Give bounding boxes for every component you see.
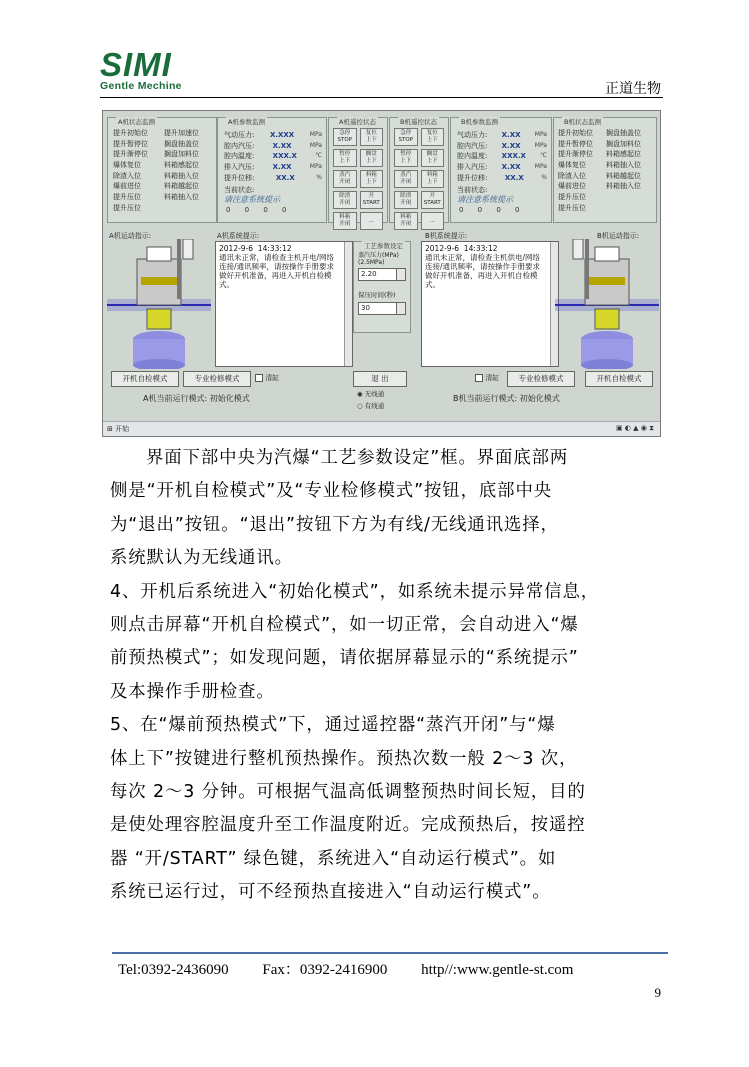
b-state-value: 请注意系统提示: [457, 195, 513, 204]
b-control-panel: [389, 117, 449, 227]
b-status-col2-item: 料箱越起位: [606, 171, 641, 180]
wired-label: 有线通: [364, 402, 385, 410]
time-input[interactable]: 30: [358, 302, 398, 315]
body-line: 界面下部中央为汽爆“工艺参数设定”框。界面底部两: [146, 448, 569, 468]
b-control-buttons: [394, 128, 444, 230]
b-status-col1-item: 爆前进位: [558, 182, 586, 191]
a-status-title: A机状态监测: [118, 118, 155, 126]
a-control-button[interactable]: 开 START: [360, 191, 384, 209]
b-control-button[interactable]: 蒸汽 开闭: [394, 170, 418, 188]
b-msg-title: B机系统提示:: [425, 232, 468, 240]
b-control-button[interactable]: 料箱 开闭: [394, 212, 418, 230]
b-params-row: [457, 141, 547, 152]
param-value: X.XX: [501, 163, 521, 172]
param-unit: MPa: [309, 131, 322, 138]
a-params-list: [224, 130, 322, 183]
page-number: 9: [654, 985, 661, 1000]
param-label: 气动压力:: [457, 131, 488, 139]
param-label: 腔内温度:: [457, 152, 488, 161]
a-msg-scrollbar[interactable]: [344, 242, 352, 366]
b-control-button[interactable]: ...: [421, 212, 445, 230]
param-value: XX.X: [504, 173, 524, 182]
b-maintenance-button[interactable]: 专业检修模式: [507, 371, 575, 387]
b-msg-text: 2012-9-6 14:33:12 通讯未正常，请检查主机供电/网络连接/通讯频率，请按操作手册要求做好开机准备，再进入开机自检模式。: [425, 244, 541, 289]
a-control-button[interactable]: 料箱 开闭: [333, 212, 357, 230]
param-unit: %: [316, 173, 322, 181]
a-msg-box: [215, 241, 353, 367]
body-line: 系统已运行过，可不经预热直接进入“自动运行模式”。: [110, 882, 551, 903]
a-status-col1-item: 提升压位: [113, 203, 141, 212]
a-status-col1-item: 提升渐停位: [113, 150, 148, 159]
b-state-label: 当前状态:: [457, 186, 488, 194]
b-clear-label: 清缸: [485, 374, 500, 382]
b-params-row: [457, 173, 547, 184]
b-clear-checkbox[interactable]: [475, 373, 499, 383]
b-mode-text: B机当前运行模式: 初始化模式: [453, 394, 560, 403]
start-button[interactable]: ⊞ 开始: [107, 425, 130, 433]
b-control-button[interactable]: 复位 上下: [421, 128, 445, 146]
b-status-title: B机状态监测: [564, 118, 601, 126]
a-params-row: [224, 173, 322, 184]
a-status-col2-item: 搁盘抽盖位: [164, 139, 199, 148]
b-status-col1-item: 爆体复位: [558, 161, 586, 170]
b-self-check-button[interactable]: 开机自检模式: [585, 371, 653, 387]
a-status-col1-item: 提升初始位: [113, 129, 148, 137]
param-value: X.XX: [272, 141, 292, 150]
footer-divider: [112, 952, 668, 954]
a-clear-checkbox[interactable]: [255, 373, 279, 383]
b-status-panel: [553, 117, 657, 223]
a-control-button[interactable]: 料箱 上下: [360, 170, 384, 188]
a-status-col1-item: 除渣入位: [113, 171, 141, 180]
b-control-title: B机遥控状态: [400, 118, 437, 126]
a-status-col2: [164, 128, 214, 203]
b-control-button[interactable]: 暂停 上下: [394, 149, 418, 167]
b-control-button[interactable]: 开 START: [421, 191, 445, 209]
param-value: X.XXX: [269, 131, 295, 139]
b-status-col2-item: 搁盘加料位: [606, 139, 641, 148]
a-params-panel: [217, 117, 327, 223]
process-panel: [353, 241, 411, 333]
b-status-col2-item: 料箱抽入位: [606, 182, 641, 191]
param-value: X.XX: [501, 131, 521, 139]
b-status-col2-item: 料箱抽入位: [606, 161, 641, 170]
a-status-panel: [107, 117, 217, 223]
b-zeros: 0 0 0 0: [459, 206, 526, 214]
param-unit: MPa: [534, 141, 547, 149]
a-status-col1-item: 提升暂停位: [113, 139, 148, 148]
a-clear-label: 清缸: [265, 374, 280, 382]
logo-mark: SIMI: [100, 46, 172, 83]
body-line: 4、开机后系统进入“初始化模式”，如系统未提示异常信息，: [110, 581, 600, 602]
body-line: 为“退出”按钮。“退出”按钮下方为有线/无线通讯选择，: [110, 514, 559, 535]
param-value: X.XX: [272, 163, 292, 172]
param-value: XXX.X: [272, 152, 297, 161]
company-name: 正道生物: [605, 81, 661, 97]
a-status-col2-item: 料箱感起位: [164, 161, 199, 170]
param-value: XX.X: [275, 173, 295, 182]
a-status-col2-item: 料箱抽入位: [164, 171, 199, 180]
b-status-col1-item: 提升压位: [558, 193, 586, 202]
param-label: 腔内温度:: [224, 152, 255, 161]
a-status-col2-item: 料箱抽入位: [164, 193, 199, 202]
b-msg-box: [421, 241, 559, 367]
b-params-list: [457, 130, 547, 183]
b-status-col1: [558, 128, 604, 214]
footer-tel: Tel:0392-2436090: [118, 962, 229, 978]
a-zeros: 0 0 0 0: [226, 206, 293, 214]
a-params-title: A机参数监测: [228, 118, 265, 126]
a-state-label: 当前状态:: [224, 186, 255, 194]
a-machine-diagram: [107, 239, 211, 369]
body-line: 及本操作手册检查。: [110, 681, 275, 702]
a-anim-title: A机运动指示:: [109, 232, 152, 240]
footer-fax: Fax：0392-2416900: [262, 962, 388, 978]
a-control-button[interactable]: ...: [360, 212, 384, 230]
pressure-spinner[interactable]: [396, 268, 406, 281]
wireless-label: 无线通: [364, 390, 385, 398]
param-unit: MPa: [534, 163, 547, 171]
a-control-button[interactable]: 暂停 上下: [333, 149, 357, 167]
process-title: 工艺参数设定: [364, 242, 403, 250]
b-machine-diagram: [555, 239, 659, 369]
body-line: 则点击屏幕“开机自检模式”，如一切正常，会自动进入“爆: [110, 615, 579, 636]
a-params-row: [224, 130, 322, 141]
body-line: 器 “开/START” 绿色键，系统进入“自动运行模式”。如: [110, 848, 557, 869]
a-status-col2-item: 料箱越起位: [164, 182, 199, 191]
header-divider: [100, 97, 663, 98]
b-params-row: [457, 130, 547, 141]
b-params-title: B机参数监测: [461, 118, 498, 126]
param-value: X.XX: [501, 141, 521, 150]
a-control-button[interactable]: 除渣 开闭: [333, 191, 357, 209]
a-status-col1-item: 爆体复位: [113, 161, 141, 170]
b-status-col2-item: 搁盘抽盖位: [606, 129, 641, 137]
b-status-col1-item: 除渣入位: [558, 171, 586, 180]
b-control-button[interactable]: 搁盘 上下: [421, 149, 445, 167]
b-control-button[interactable]: 料箱 上下: [421, 170, 445, 188]
b-status-col1-item: 提升暂停位: [558, 139, 593, 148]
pressure-input[interactable]: 2.20: [358, 268, 398, 281]
a-control-title: A机遥控状态: [339, 118, 376, 126]
b-params-panel: [450, 117, 552, 223]
param-label: 提升位移:: [224, 173, 255, 182]
logo-subtitle: Gentle Mechine: [100, 80, 182, 92]
param-label: 提升位移:: [457, 173, 488, 182]
body-line: 系统默认为无线通讯。: [110, 548, 293, 569]
a-msg-title: A机系统提示:: [217, 232, 260, 240]
a-mode-text: A机当前运行模式: 初始化模式: [143, 394, 250, 403]
param-label: 气动压力:: [224, 131, 255, 139]
a-status-col2-item: 提升加速位: [164, 129, 199, 137]
body-line: 是使处理容腔温度升至工作温度附近。完成预热后，按遥控: [110, 815, 586, 836]
body-line: 5、在“爆前预热模式”下，通过遥控器“蒸汽开闭”与“爆: [110, 715, 556, 736]
wired-radio[interactable]: ○ 有线通: [357, 402, 385, 410]
time-spinner[interactable]: [396, 302, 406, 315]
control-software-screenshot: [102, 110, 661, 437]
a-status-col1-item: 提升压位: [113, 193, 141, 202]
b-status-col1-item: 提升渐停位: [558, 150, 593, 159]
param-label: 排入汽压:: [457, 163, 488, 172]
b-status-col1-item: 提升初始位: [558, 129, 593, 137]
b-clear-box[interactable]: [475, 374, 483, 382]
a-control-panel: [328, 117, 388, 227]
b-params-row: [457, 151, 547, 162]
taskbar: [103, 421, 660, 436]
a-msg-text: 2012-9-6 14:33:12 通讯未正常，请检查主机开电/网络连接/通讯频率，请按操作手册要求做好开机准备，再进入开机自检模式。: [219, 244, 335, 289]
body-line: 体上下”按键进行整机预热操作。预热次数一般 2～3 次，: [110, 748, 578, 769]
a-params-row: [224, 141, 322, 152]
b-status-col2-item: 料箱感起位: [606, 150, 641, 159]
a-status-col1: [113, 128, 161, 214]
pressure-label: 蒸汽压力(MPa) (2.5MPa): [358, 252, 399, 266]
body-line: 每次 2～3 分钟。可根据气温高低调整预热时间长短，目的: [110, 782, 586, 803]
a-params-row: [224, 151, 322, 162]
b-params-row: [457, 162, 547, 173]
time-label: 保压时间(秒): [358, 291, 396, 299]
a-maintenance-button[interactable]: 专业检修模式: [183, 371, 251, 387]
a-status-col1-item: 爆前进位: [113, 182, 141, 191]
param-unit: ℃: [315, 152, 322, 160]
param-label: 排入汽压:: [224, 163, 255, 172]
param-unit: MPa: [309, 141, 322, 149]
a-clear-box[interactable]: [255, 374, 263, 382]
a-control-buttons: [333, 128, 383, 230]
a-params-row: [224, 162, 322, 173]
b-status-col2: [606, 128, 654, 192]
b-control-button[interactable]: 除渣 开闭: [394, 191, 418, 209]
param-unit: MPa: [309, 163, 322, 171]
a-self-check-button[interactable]: 开机自检模式: [111, 371, 179, 387]
body-line: 侧是“开机自检模式”及“专业检修模式”按钮，底部中央: [110, 481, 553, 502]
wireless-radio[interactable]: ◉ 无线通: [357, 390, 385, 398]
exit-button[interactable]: 退 出: [353, 371, 407, 387]
a-control-button[interactable]: 急停 STOP: [333, 128, 357, 146]
param-unit: MPa: [534, 131, 547, 138]
param-value: XXX.X: [501, 152, 526, 161]
param-label: 腔内汽压:: [457, 141, 488, 150]
b-anim-title: B机运动指示:: [597, 232, 640, 240]
param-label: 腔内汽压:: [224, 141, 255, 150]
a-control-button[interactable]: 搁盘 上下: [360, 149, 384, 167]
body-line: 前预热模式”；如发现问题，请依据屏幕显示的“系统提示”: [110, 648, 579, 669]
param-unit: ℃: [540, 152, 547, 160]
a-state-value: 请注意系统提示: [224, 195, 280, 204]
tray-icons: ▣ ◐ ▲ ◉ ⧗: [615, 424, 654, 432]
param-unit: %: [541, 173, 547, 181]
company-logo: [100, 46, 212, 94]
start-label: 开始: [115, 425, 130, 433]
a-control-button[interactable]: 蒸汽 开闭: [333, 170, 357, 188]
b-control-button[interactable]: 急停 STOP: [394, 128, 418, 146]
footer-url[interactable]: http//:www.gentle-st.com: [421, 962, 574, 978]
a-status-col2-item: 搁盘加料位: [164, 150, 199, 159]
b-status-col1-item: 提升压位: [558, 203, 586, 212]
body-text: [110, 442, 670, 910]
a-control-button[interactable]: 复位 上下: [360, 128, 384, 146]
footer-contact: [118, 958, 603, 979]
